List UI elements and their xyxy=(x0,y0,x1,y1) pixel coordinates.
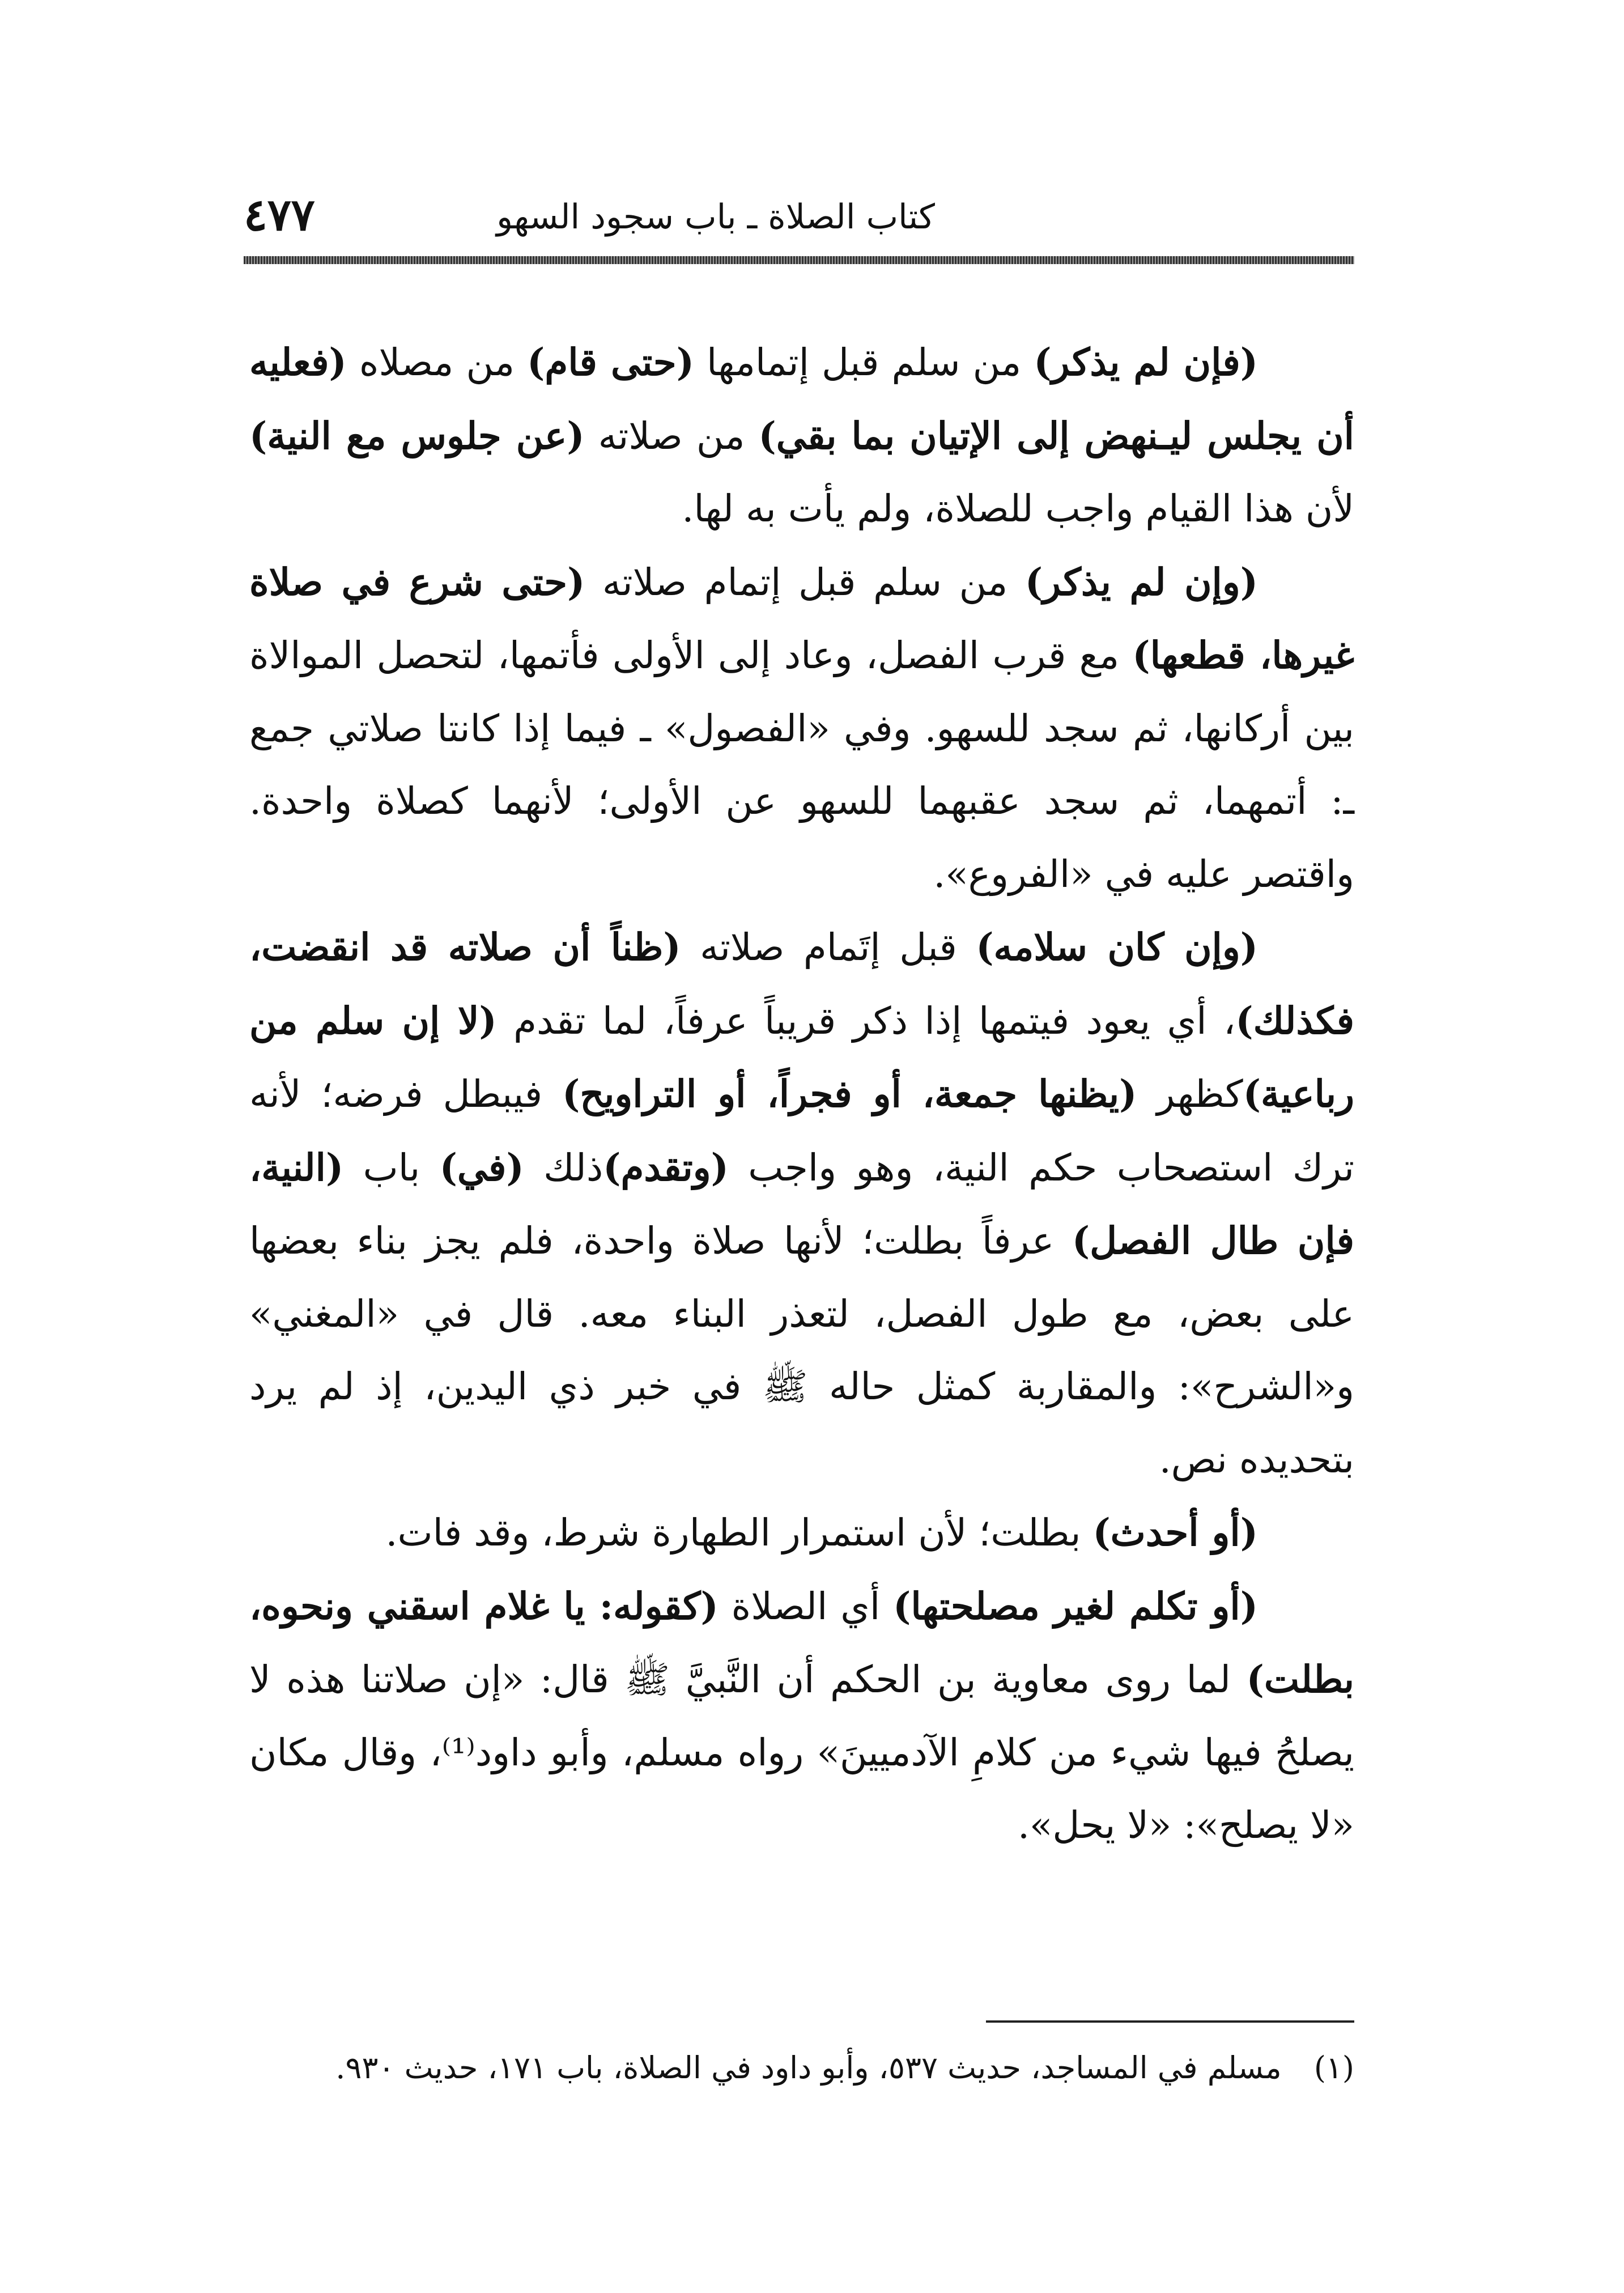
footnote-item xyxy=(249,2040,1354,2096)
sharh-segment: باب xyxy=(343,1145,440,1190)
chapter-title: كتاب الصلاة ـ باب سجود السهو xyxy=(496,197,935,237)
sharh-segment: بطلت؛ لأن استمرار الطهارة شرط، وقد فات. xyxy=(385,1511,1093,1555)
sharh-segment: أي الصلاة xyxy=(718,1584,894,1628)
sharh-segment: من سلم قبل إتمامها xyxy=(694,341,1034,384)
sharh-segment: لما روى معاوية بن الحكم أن النَّبيَّ ﷺ قال: «إن صلاتنا هذه لا يصلحُ فيها شيء من كلامِ الآدميينَ» رواه مسلم، وأبو داود⁽¹⁾، وقال مكان «لا يصلح»: «لا يحل». xyxy=(249,1658,1354,1847)
matn-segment: (وتقدم) xyxy=(603,1145,729,1190)
matn-segment: (فعليه أن يجلس ليـنهض إلى الإتيان بما بقي) xyxy=(249,340,1354,458)
matn-segment: (وإن لم يذكر) xyxy=(1024,559,1258,604)
sharh-segment: مع قرب الفصل، وعاد إلى الأولى فأتمها، لتحصل الموالاة بين أركانها، ثم سجد للسهو. وفي «الفصول» ـ فيما إذا كانتا صلاتي جمع ـ: أتمهما، ثم سجد عقبهما للسهو عن الأولى؛ لأنهما كصلاة واحدة. واقتصر عليه في «الفروع». xyxy=(249,634,1354,896)
sharh-segment: فيبطل فرضه؛ لأنه ترك استصحاب حكم النية، وهو واجب xyxy=(249,1072,1354,1190)
sharh-segment: كظهر xyxy=(1137,1072,1243,1116)
footnote-rule xyxy=(986,2020,1354,2023)
sharh-segment: من مصلاه xyxy=(346,341,528,384)
matn-segment: (ظناً أن صلاته قد انقضت، فكذلك) xyxy=(249,925,1355,1043)
sharh-segment: من صلاته xyxy=(584,414,759,458)
matn-segment: (أو أحدث) xyxy=(1092,1510,1258,1555)
paragraph xyxy=(249,1570,1354,1862)
paragraph xyxy=(249,1496,1354,1570)
matn-segment: (حتى قام) xyxy=(527,340,694,384)
footnote-text: مسلم في المساجد، حديث ٥٣٧، وأبو داود في الصلاة، باب ١٧١، حديث ٩٣٠. xyxy=(335,2050,1282,2086)
matn-segment: (حتى شرع في صلاة غيرها، قطعها) xyxy=(249,559,1354,677)
matn-segment: (في) xyxy=(439,1145,524,1190)
sharh-segment: ، أي يعود فيتمها إذا ذكر قريباً عرفاً، لما تقدم xyxy=(496,999,1236,1043)
matn-segment: (عن جلوس مع النية) xyxy=(249,413,585,458)
sharh-segment: لأن هذا القيام واجب للصلاة، ولم يأت به لها. xyxy=(682,487,1354,530)
paragraph xyxy=(249,326,1354,546)
header-rule xyxy=(244,256,1354,264)
sharh-segment: عرفاً بطلت؛ لأنها صلاة واحدة، فلم يجز بناء بعضها على بعض، مع طول الفصل، لتعذر البناء معه. قال في «المغني» و«الشرح»: والمقاربة كمثل حاله ﷺ في خبر ذي اليدين، إذ لم يرد بتحديده نص. xyxy=(249,1219,1354,1481)
matn-segment: (فإن لم يذكر) xyxy=(1034,340,1258,384)
running-header xyxy=(244,187,1354,255)
matn-segment: (لا إن سلم من رباعية) xyxy=(249,998,1354,1116)
matn-segment: (يظنها جمعة، أو فجراً، أو التراويح) xyxy=(562,1072,1137,1116)
matn-segment: (وإن كان سلامه) xyxy=(976,925,1258,969)
sharh-segment: قبل إتَمام صلاته xyxy=(681,925,976,969)
footnote xyxy=(249,2040,1354,2096)
page-number: ٤٧٧ xyxy=(244,189,315,241)
footnote-marker: (١) xyxy=(1313,2050,1354,2086)
matn-segment: (أو تكلم لغير مصلحتها) xyxy=(893,1583,1258,1628)
paragraph xyxy=(249,546,1354,911)
main-text xyxy=(249,326,1354,1862)
matn-segment: (النية، فإن طال الفصل) xyxy=(249,1145,1355,1263)
sharh-segment: ذلك xyxy=(524,1145,603,1190)
matn-segment: (كقوله: يا غلام اسقني ونحوه، بطلت) xyxy=(249,1583,1354,1701)
paragraph xyxy=(249,911,1354,1496)
sharh-segment: من سلم قبل إتمام صلاته xyxy=(585,560,1025,604)
